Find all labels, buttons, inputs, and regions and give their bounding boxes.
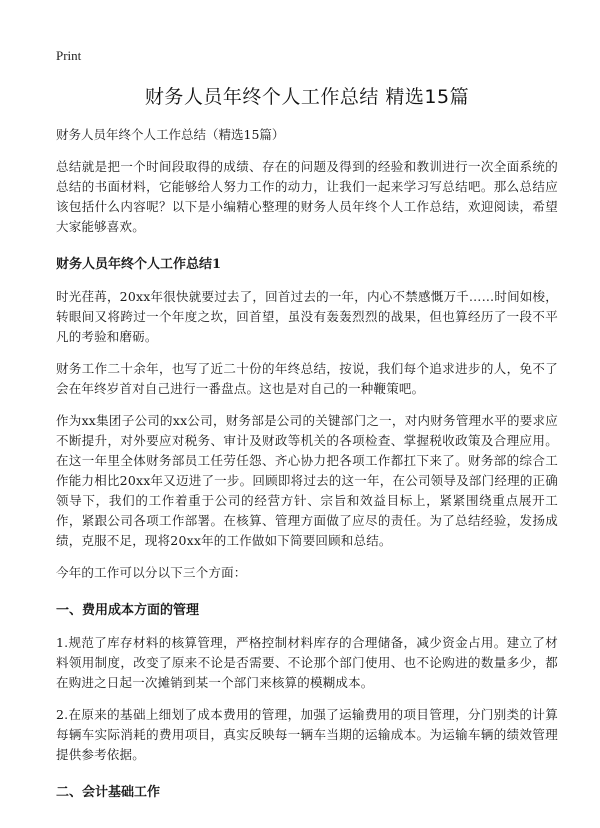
cost-item-2: 2.在原来的基础上细划了成本费用的管理，加强了运输费用的项目管理，分门别类的计算每辆车实际消耗的费用项目，真实反映每一辆车当期的运输成本。为运输车辆的绩效管理提供参考依据。	[56, 707, 558, 762]
heading-cost-management: 一、费用成本方面的管理	[56, 603, 200, 618]
print-label[interactable]: Print	[56, 48, 82, 63]
paragraph-1: 时光荏苒，20xx年很快就要过去了，回首过去的一年，内心不禁感慨万千……时间如梭，转眼间又将跨过一个年度之坎，回首望，虽没有轰轰烈烈的战果，但也算经历了一段不平凡的考验和磨砺。	[56, 289, 558, 344]
cost-item-1: 1.规范了库存材料的核算管理，严格控制材料库存的合理储备，减少资金占用。建立了材料领用制度，改变了原来不论是否需要、不论那个部门使用、也不论购进的数量多少，都在购进之日起一次摊销到某一个部门来核算的模糊成本。	[56, 635, 558, 690]
section-heading-1: 财务人员年终个人工作总结1	[56, 257, 222, 272]
heading-accounting-basics: 二、会计基础工作	[56, 785, 161, 800]
intro-paragraph: 总结就是把一个时间段取得的成绩、存在的问题及得到的经验和教训进行一次全面系统的总结的书面材料，它能够给人努力工作的动力，让我们一起来学习写总结吧。那么总结应该包括什么内容呢？以下是小编精心整理的财务人员年终个人工作总结，欢迎阅读，希望大家能够喜欢。	[56, 159, 558, 234]
document-subtitle: 财务人员年终个人工作总结（精选15篇）	[56, 127, 285, 142]
paragraph-4: 今年的工作可以分以下三个方面：	[56, 565, 247, 580]
page-title: 财务人员年终个人工作总结 精选15篇	[144, 86, 470, 108]
paragraph-3: 作为xx集团子公司的xx公司，财务部是公司的关键部门之一，对内财务管理水平的要求应不断提升，对外要应对税务、审计及财政等机关的各项检查、掌握税收政策及合理应用。在这一年里全体财务部员工任劳任怨、齐心协力把各项工作都扛下来了。财务部的综合工作能力相比20xx年又迈进了一步。回顾即将过去的这一年，在公司领导及部门经理的正确领导下，我们的工作着重于公司的经营方针、宗旨和效益目标上，紧紧围绕重点展开工作，紧跟公司各项工作部署。在核算、管理方面做了应尽的责任。为了总结经验，发扬成绩，克服不足，现将20xx年的工作做如下简要回顾和总结。	[56, 413, 558, 548]
paragraph-2: 财务工作二十余年，也写了近二十份的年终总结，按说，我们每个追求进步的人，免不了会在年终岁首对自己进行一番盘点。这也是对自己的一种鞭策吧。	[56, 361, 558, 396]
